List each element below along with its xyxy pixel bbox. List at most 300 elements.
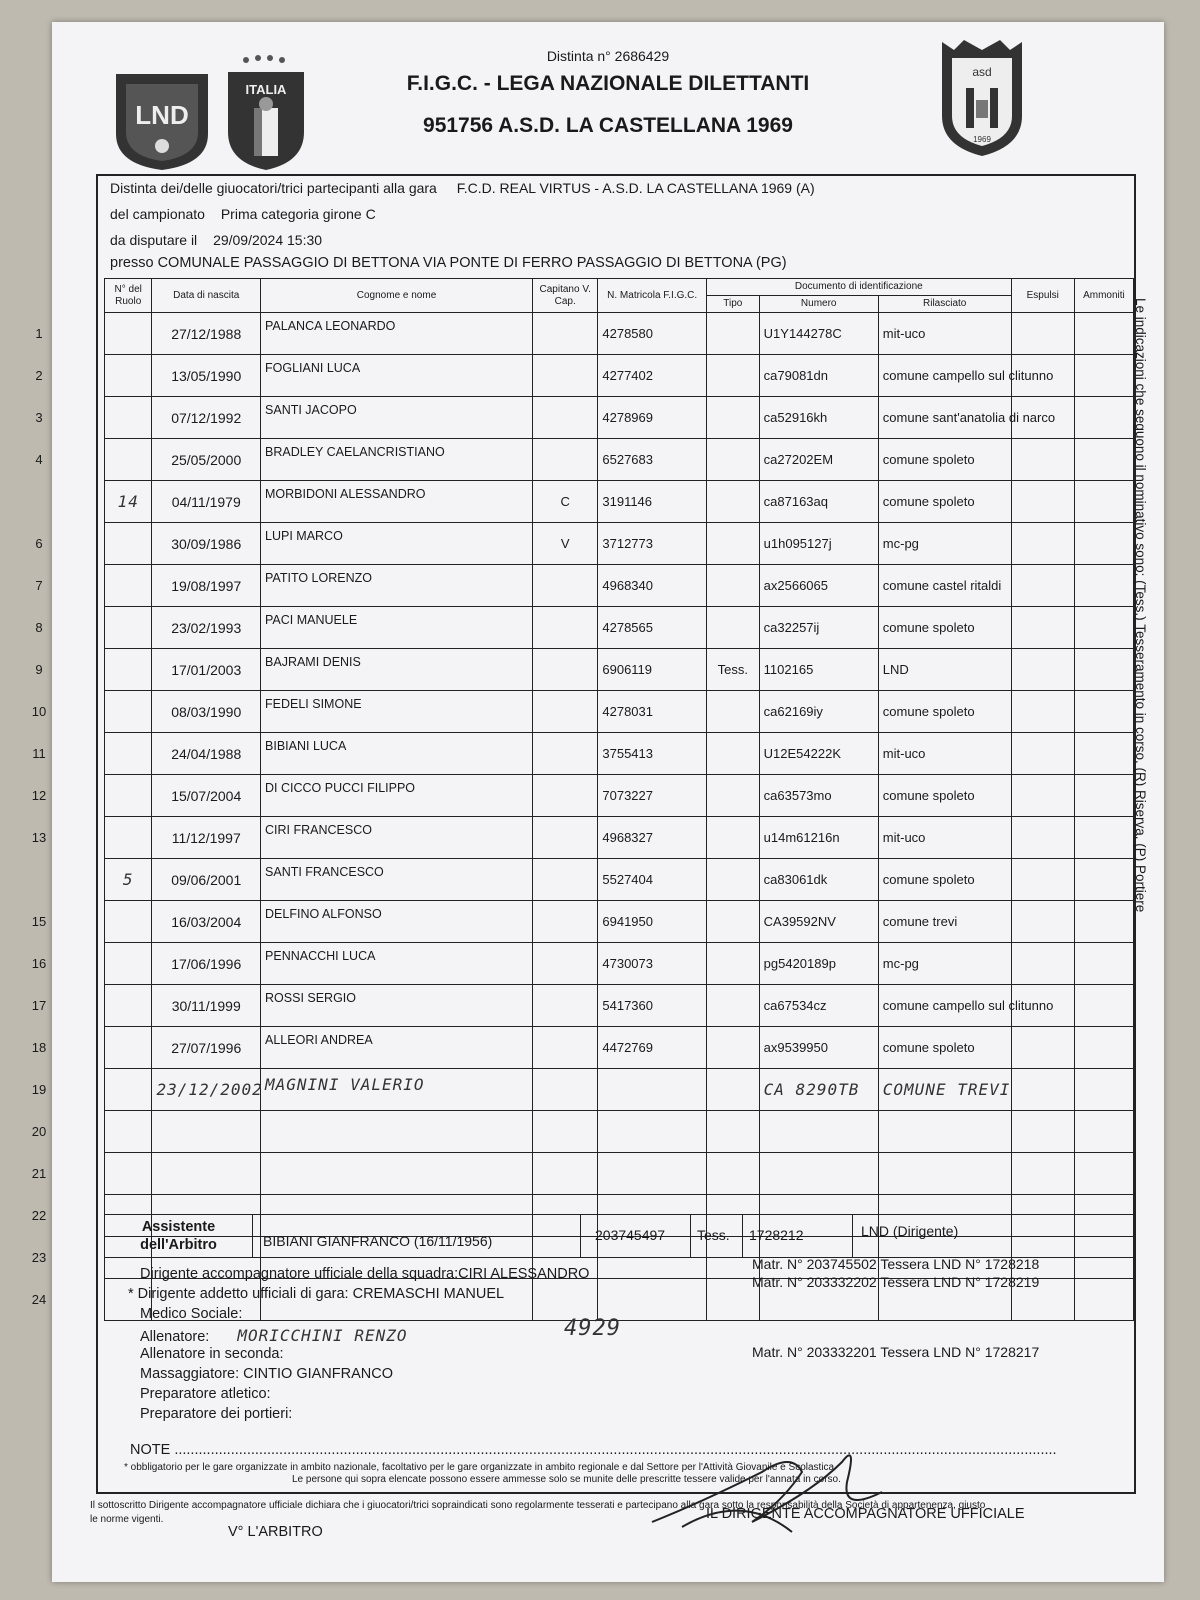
cell-name: FOGLIANI LUCA: [261, 355, 533, 397]
cell-name: PACI MANUELE: [261, 607, 533, 649]
venue-label: presso: [110, 255, 154, 271]
cell-rilasciato: comune campello sul clitunno: [878, 355, 1011, 397]
preparatore-atletico: Preparatore atletico:: [140, 1386, 271, 1402]
cell-matricola: 3712773: [598, 523, 707, 565]
document-sheet: [31, 22, 1164, 1582]
championship-line: [110, 206, 376, 222]
row-number: 13: [31, 829, 47, 845]
note-dots: ...........................................................................................................................................................................................................................: [174, 1442, 1057, 1458]
cell-ruolo: 5: [105, 859, 152, 901]
norme-note: le norme vigenti.: [90, 1514, 164, 1525]
side-note-text: Le indicazioni che seguono il nominativo sono: (Tess.) Tesseramento in corso, (R) Riserva, (P) Portiere: [1133, 298, 1148, 913]
cell-espulsi: [1011, 1027, 1074, 1069]
cell-ruolo: [105, 565, 152, 607]
table-row: [105, 691, 1134, 733]
cell-espulsi: [1011, 691, 1074, 733]
cell-ammoniti: [1074, 859, 1133, 901]
cell-matricola: 4730073: [598, 943, 707, 985]
cell-ruolo: [105, 985, 152, 1027]
assistant-label: [105, 1215, 253, 1257]
cell-dob: 23/02/1993: [152, 607, 261, 649]
table-row: [105, 817, 1134, 859]
table-row: [105, 355, 1134, 397]
assistant-numero: 1728212: [743, 1215, 853, 1257]
cell-capitano: [533, 607, 598, 649]
cell-espulsi: [1011, 817, 1074, 859]
cell-name: SANTI FRANCESCO: [261, 859, 533, 901]
cell-name: [261, 1153, 533, 1195]
cell-ammoniti: [1074, 1153, 1133, 1195]
assistant-matr: 203745497: [581, 1215, 691, 1257]
table-row: [105, 397, 1134, 439]
cell-dob: 08/03/1990: [152, 691, 261, 733]
intro-label: Distinta dei/delle giuocatori/trici partecipanti alla gara: [110, 180, 437, 196]
cell-matricola: [598, 1153, 707, 1195]
cell-ammoniti: [1074, 439, 1133, 481]
cell-tipo: [706, 1069, 759, 1111]
cell-ammoniti: [1074, 355, 1133, 397]
allenatore-name: MORICCHINI RENZO: [237, 1326, 408, 1345]
cell-dob: 17/01/2003: [152, 649, 261, 691]
row-number: 23: [31, 1249, 47, 1265]
cell-capitano: [533, 649, 598, 691]
cell-doc-numero: ca83061dk: [759, 859, 878, 901]
cell-ammoniti: [1074, 691, 1133, 733]
row-number: 24: [31, 1291, 47, 1307]
cell-name: BIBIANI LUCA: [261, 733, 533, 775]
col-capitano: Capitano V. Cap.: [533, 279, 598, 313]
table-row: [105, 565, 1134, 607]
cell-matricola: 4277402: [598, 355, 707, 397]
cell-doc-numero: ca87163aq: [759, 481, 878, 523]
table-row: [105, 985, 1134, 1027]
cell-dob: 30/11/1999: [152, 985, 261, 1027]
cell-tipo: [706, 607, 759, 649]
cell-tipo: Tess.: [706, 649, 759, 691]
cell-name: MAGNINI VALERIO: [261, 1069, 533, 1111]
cell-matricola: 4278031: [598, 691, 707, 733]
cell-rilasciato: comune sant'anatolia di narco: [878, 397, 1011, 439]
cell-capitano: [533, 313, 598, 355]
date-label: da disputare il: [110, 232, 198, 248]
cell-rilasciato: mc-pg: [878, 523, 1011, 565]
row-number: 10: [31, 703, 47, 719]
cell-ruolo: [105, 439, 152, 481]
cell-dob: 11/12/1997: [152, 817, 261, 859]
cell-matricola: 4278565: [598, 607, 707, 649]
cell-capitano: [533, 1027, 598, 1069]
cell-matricola: 4278969: [598, 397, 707, 439]
row-number: 16: [31, 955, 47, 971]
row-number: 12: [31, 787, 47, 803]
table-row: [105, 439, 1134, 481]
cell-dob: 19/08/1997: [152, 565, 261, 607]
cell-capitano: [533, 1111, 598, 1153]
cell-ammoniti: [1074, 649, 1133, 691]
cell-ruolo: [105, 1153, 152, 1195]
matr-line-3: Matr. N° 203332201 Tessera LND N° 1728217: [752, 1344, 1040, 1360]
cell-tipo: [706, 481, 759, 523]
cell-espulsi: [1011, 313, 1074, 355]
massaggiatore: Massaggiatore: CINTIO GIANFRANCO: [140, 1366, 393, 1382]
side-note: [1130, 298, 1150, 958]
table-row: [105, 313, 1134, 355]
cell-doc-numero: [759, 1111, 878, 1153]
assistant-ril: LND (Dirigente): [861, 1223, 959, 1239]
row-number: 3: [35, 409, 43, 425]
cell-dob: 16/03/2004: [152, 901, 261, 943]
cell-rilasciato: comune campello sul clitunno: [878, 985, 1011, 1027]
italia-logo-text: ITALIA: [245, 82, 287, 97]
cell-name: LUPI MARCO: [261, 523, 533, 565]
cell-dob: 25/05/2000: [152, 439, 261, 481]
cell-espulsi: [1011, 943, 1074, 985]
assistant-name: BIBIANI GIANFRANCO (16/11/1956): [253, 1215, 581, 1257]
cell-dob: [152, 1111, 261, 1153]
match-teams-line: [110, 180, 815, 196]
cell-matricola: [598, 1069, 707, 1111]
cell-matricola: 4278580: [598, 313, 707, 355]
cell-matricola: 5417360: [598, 985, 707, 1027]
cell-rilasciato: [878, 1153, 1011, 1195]
cell-name: BAJRAMI DENIS: [261, 649, 533, 691]
cell-capitano: [533, 1069, 598, 1111]
cell-matricola: 3755413: [598, 733, 707, 775]
venue-value: COMUNALE PASSAGGIO DI BETTONA VIA PONTE DI FERRO PASSAGGIO DI BETTONA (PG): [157, 255, 787, 271]
cell-name: CIRI FRANCESCO: [261, 817, 533, 859]
distinta-number: Distinta n° 2686429: [546, 48, 670, 64]
club-logo-text: asd: [972, 65, 992, 79]
signature: [642, 1432, 912, 1542]
note-line: [130, 1442, 1057, 1458]
cell-name: FEDELI SIMONE: [261, 691, 533, 733]
cell-tipo: [706, 985, 759, 1027]
allenatore-line: [140, 1326, 407, 1345]
cell-rilasciato: comune spoleto: [878, 691, 1011, 733]
cell-dob: 30/09/1986: [152, 523, 261, 565]
cell-matricola: 7073227: [598, 775, 707, 817]
cell-espulsi: [1011, 523, 1074, 565]
table-row: [105, 607, 1134, 649]
lega-title: F.I.G.C. - LEGA NAZIONALE DILETTANTI: [406, 72, 810, 95]
cell-tipo: [706, 355, 759, 397]
col-documento: Documento di identificazione: [706, 279, 1011, 296]
col-nascita: Data di nascita: [152, 279, 261, 313]
cell-ammoniti: [1074, 901, 1133, 943]
table-row: [105, 1027, 1134, 1069]
cell-capitano: [533, 439, 598, 481]
cell-espulsi: [1011, 733, 1074, 775]
venue-line: [110, 255, 787, 271]
note-label: NOTE: [130, 1442, 171, 1458]
allenatore-seconda: Allenatore in seconda:: [140, 1346, 284, 1362]
assistant-tipo: Tess.: [691, 1215, 743, 1257]
cell-capitano: [533, 859, 598, 901]
arbitro-label: V° L'ARBITRO: [228, 1524, 323, 1540]
cell-capitano: [533, 817, 598, 859]
cell-name: PALANCA LEONARDO: [261, 313, 533, 355]
cell-capitano: [533, 985, 598, 1027]
cell-doc-numero: u14m61216n: [759, 817, 878, 859]
assistant-label-2: dell'Arbitro: [140, 1237, 217, 1253]
cell-capitano: [533, 943, 598, 985]
cell-rilasciato: comune spoleto: [878, 607, 1011, 649]
cell-matricola: 3191146: [598, 481, 707, 523]
cell-matricola: 4968327: [598, 817, 707, 859]
cell-doc-numero: pg5420189p: [759, 943, 878, 985]
cell-doc-numero: ax2566065: [759, 565, 878, 607]
table-row: [105, 523, 1134, 565]
col-nome: Cognome e nome: [261, 279, 533, 313]
cell-doc-numero: ca67534cz: [759, 985, 878, 1027]
cell-ammoniti: [1074, 523, 1133, 565]
cell-ruolo: [105, 355, 152, 397]
cell-rilasciato: mit-uco: [878, 733, 1011, 775]
table-row: [105, 1153, 1134, 1195]
dirigente-firma-label: IL DIRIGENTE ACCOMPAGNATORE UFFICIALE: [706, 1506, 1025, 1522]
cell-matricola: [598, 1111, 707, 1153]
cell-capitano: [533, 1279, 598, 1321]
sottoscritto-note: Il sottoscritto Dirigente accompagnatore ufficiale dichiara che i giuocatori/trici sopraindicati sono regolarmente tesserati e partecipano alla gara sotto la responsabilità della Società di appartenenza, giusto: [90, 1500, 986, 1511]
cell-espulsi: [1011, 859, 1074, 901]
table-row: [105, 649, 1134, 691]
cell-ruolo: [105, 397, 152, 439]
cell-rilasciato: comune spoleto: [878, 775, 1011, 817]
date-line: [110, 232, 322, 248]
cell-ammoniti: [1074, 817, 1133, 859]
cell-capitano: [533, 733, 598, 775]
cell-dob: 04/11/1979: [152, 481, 261, 523]
row-number: 11: [32, 745, 46, 761]
cell-doc-numero: ca52916kh: [759, 397, 878, 439]
cell-tipo: [706, 691, 759, 733]
cell-ammoniti: [1074, 1069, 1133, 1111]
cell-capitano: V: [533, 523, 598, 565]
cell-ruolo: [105, 649, 152, 691]
cell-capitano: [533, 355, 598, 397]
allenatore-number: 4929: [564, 1316, 621, 1341]
row-number: 7: [35, 577, 43, 593]
row-number: 9: [35, 661, 43, 677]
table-row: [105, 901, 1134, 943]
row-number: 21: [31, 1165, 47, 1181]
cell-rilasciato: comune spoleto: [878, 439, 1011, 481]
cell-dob: 15/07/2004: [152, 775, 261, 817]
cell-capitano: [533, 565, 598, 607]
cell-doc-numero: ca63573mo: [759, 775, 878, 817]
matr-line-1: Matr. N° 203745502 Tessera LND N° 1728218: [752, 1256, 1040, 1272]
row-number: 18: [31, 1039, 47, 1055]
cell-doc-numero: ca27202EM: [759, 439, 878, 481]
cell-matricola: 4472769: [598, 1027, 707, 1069]
cell-ammoniti: [1074, 1279, 1133, 1321]
cell-doc-numero: ca62169iy: [759, 691, 878, 733]
cell-tipo: [706, 859, 759, 901]
cell-doc-numero: ca79081dn: [759, 355, 878, 397]
row-number: 17: [31, 997, 47, 1013]
cell-rilasciato: comune spoleto: [878, 1027, 1011, 1069]
col-rilasciato: Rilasciato: [878, 296, 1011, 313]
col-ruolo: N° del Ruolo: [105, 279, 152, 313]
cell-doc-numero: U1Y144278C: [759, 313, 878, 355]
cell-espulsi: [1011, 607, 1074, 649]
cell-ammoniti: [1074, 775, 1133, 817]
cell-capitano: [533, 397, 598, 439]
cell-ruolo: [105, 943, 152, 985]
obbligatorio-note: * obbligatorio per le gare organizzate in ambito nazionale, facoltativo per le gare organizzate in ambito regionale e dal Settore per l'Attività Giovanile e Scolastica: [124, 1462, 835, 1473]
cell-tipo: [706, 901, 759, 943]
table-row: [105, 1111, 1134, 1153]
cell-tipo: [706, 775, 759, 817]
cell-ruolo: 14: [105, 481, 152, 523]
cell-ammoniti: [1074, 313, 1133, 355]
assistant-label-1: Assistente: [141, 1219, 216, 1235]
row-number: 22: [31, 1207, 47, 1223]
cell-tipo: [706, 1153, 759, 1195]
date-value: 29/09/2024 15:30: [213, 232, 323, 248]
cell-espulsi: [1011, 481, 1074, 523]
row-number: 8: [35, 619, 43, 635]
cell-matricola: 6941950: [598, 901, 707, 943]
col-numero: Numero: [759, 296, 878, 313]
cell-ruolo: [105, 1111, 152, 1153]
cell-tipo: [706, 565, 759, 607]
cell-rilasciato: COMUNE TREVI: [878, 1069, 1011, 1111]
cell-tipo: [706, 943, 759, 985]
col-espulsi: Espulsi: [1011, 279, 1074, 313]
cell-doc-numero: ax9539950: [759, 1027, 878, 1069]
cell-tipo: [706, 439, 759, 481]
cell-ammoniti: [1074, 565, 1133, 607]
cell-doc-numero: U12E54222K: [759, 733, 878, 775]
cell-capitano: [533, 901, 598, 943]
row-number: 1: [35, 325, 43, 341]
cell-name: ROSSI SERGIO: [261, 985, 533, 1027]
cell-ruolo: [105, 817, 152, 859]
cell-rilasciato: comune castel ritaldi: [878, 565, 1011, 607]
cell-doc-numero: u1h095127j: [759, 523, 878, 565]
cell-espulsi: [1011, 649, 1074, 691]
cell-capitano: [533, 1153, 598, 1195]
cell-name: BRADLEY CAELANCRISTIANO: [261, 439, 533, 481]
cell-ruolo: [105, 523, 152, 565]
championship-label: del campionato: [110, 206, 205, 222]
cell-tipo: [706, 397, 759, 439]
cell-ruolo: [105, 313, 152, 355]
cell-matricola: 6527683: [598, 439, 707, 481]
persone-note: Le persone qui sopra elencate possono essere ammesse solo se munite delle prescritte tessere valide per l'annata in corso.: [292, 1474, 841, 1485]
club-title: 951756 A.S.D. LA CASTELLANA 1969: [423, 114, 793, 137]
cell-matricola: 6906119: [598, 649, 707, 691]
cell-ammoniti: [1074, 607, 1133, 649]
cell-tipo: [706, 817, 759, 859]
row-number: 19: [31, 1081, 47, 1097]
italia-logo: [224, 52, 308, 172]
cell-espulsi: [1011, 901, 1074, 943]
cell-ruolo: [105, 1069, 152, 1111]
cell-espulsi: [1011, 565, 1074, 607]
cell-tipo: [706, 523, 759, 565]
cell-ammoniti: [1074, 397, 1133, 439]
cell-rilasciato: comune spoleto: [878, 481, 1011, 523]
cell-dob: [152, 1153, 261, 1195]
cell-tipo: [706, 733, 759, 775]
cell-rilasciato: [878, 1111, 1011, 1153]
cell-ammoniti: [1074, 733, 1133, 775]
cell-ruolo: [105, 775, 152, 817]
row-number: 4: [35, 451, 43, 467]
cell-ammoniti: [1074, 481, 1133, 523]
table-row: [105, 733, 1134, 775]
row-number: 6: [35, 535, 43, 551]
cell-dob: 27/12/1988: [152, 313, 261, 355]
cell-matricola: 5527404: [598, 859, 707, 901]
cell-doc-numero: ca32257ij: [759, 607, 878, 649]
cell-tipo: [706, 313, 759, 355]
cell-ruolo: [105, 901, 152, 943]
col-tipo: Tipo: [706, 296, 759, 313]
cell-doc-numero: CA 8290TB: [759, 1069, 878, 1111]
cell-dob: 23/12/2002: [152, 1069, 261, 1111]
cell-espulsi: [1011, 1069, 1074, 1111]
cell-rilasciato: mit-uco: [878, 313, 1011, 355]
cell-rilasciato: comune trevi: [878, 901, 1011, 943]
players-table: [104, 278, 1134, 1321]
cell-espulsi: [1011, 775, 1074, 817]
lnd-logo-text: LND: [135, 100, 189, 130]
cell-doc-numero: [759, 1153, 878, 1195]
cell-capitano: C: [533, 481, 598, 523]
matr-line-2: Matr. N° 203332202 Tessera LND N° 1728219: [752, 1274, 1040, 1290]
cell-rilasciato: comune spoleto: [878, 859, 1011, 901]
cell-matricola: [598, 1279, 707, 1321]
cell-name: PATITO LORENZO: [261, 565, 533, 607]
cell-doc-numero: 1102165: [759, 649, 878, 691]
cell-dob: 24/04/1988: [152, 733, 261, 775]
cell-name: ALLEORI ANDREA: [261, 1027, 533, 1069]
cell-tipo: [706, 1027, 759, 1069]
cell-ammoniti: [1074, 985, 1133, 1027]
cell-name: [261, 1111, 533, 1153]
cell-tipo: [706, 1111, 759, 1153]
cell-capitano: [533, 691, 598, 733]
table-row: [105, 775, 1134, 817]
cell-espulsi: [1011, 1111, 1074, 1153]
medico-sociale: Medico Sociale:: [140, 1306, 243, 1322]
table-row: [105, 859, 1134, 901]
cell-dob: 07/12/1992: [152, 397, 261, 439]
cell-dob: 13/05/1990: [152, 355, 261, 397]
table-row: [105, 943, 1134, 985]
cell-ruolo: [105, 733, 152, 775]
cell-name: DELFINO ALFONSO: [261, 901, 533, 943]
cell-name: SANTI JACOPO: [261, 397, 533, 439]
cell-name: DI CICCO PUCCI FILIPPO: [261, 775, 533, 817]
championship-value: Prima categoria girone C: [220, 206, 376, 222]
allenatore-label: Allenatore:: [140, 1329, 210, 1345]
cell-ruolo: [105, 607, 152, 649]
col-matricola: N. Matricola F.I.G.C.: [598, 279, 707, 313]
cell-doc-numero: CA39592NV: [759, 901, 878, 943]
cell-dob: 09/06/2001: [152, 859, 261, 901]
cell-capitano: [533, 775, 598, 817]
cell-rilasciato: LND: [878, 649, 1011, 691]
cell-ruolo: [105, 691, 152, 733]
cell-espulsi: [1011, 439, 1074, 481]
cell-ruolo: [105, 1027, 152, 1069]
dirigente-accompagnatore: Dirigente accompagnatore ufficiale della squadra:CIRI ALESSANDRO: [140, 1266, 590, 1282]
cell-matricola: 4968340: [598, 565, 707, 607]
